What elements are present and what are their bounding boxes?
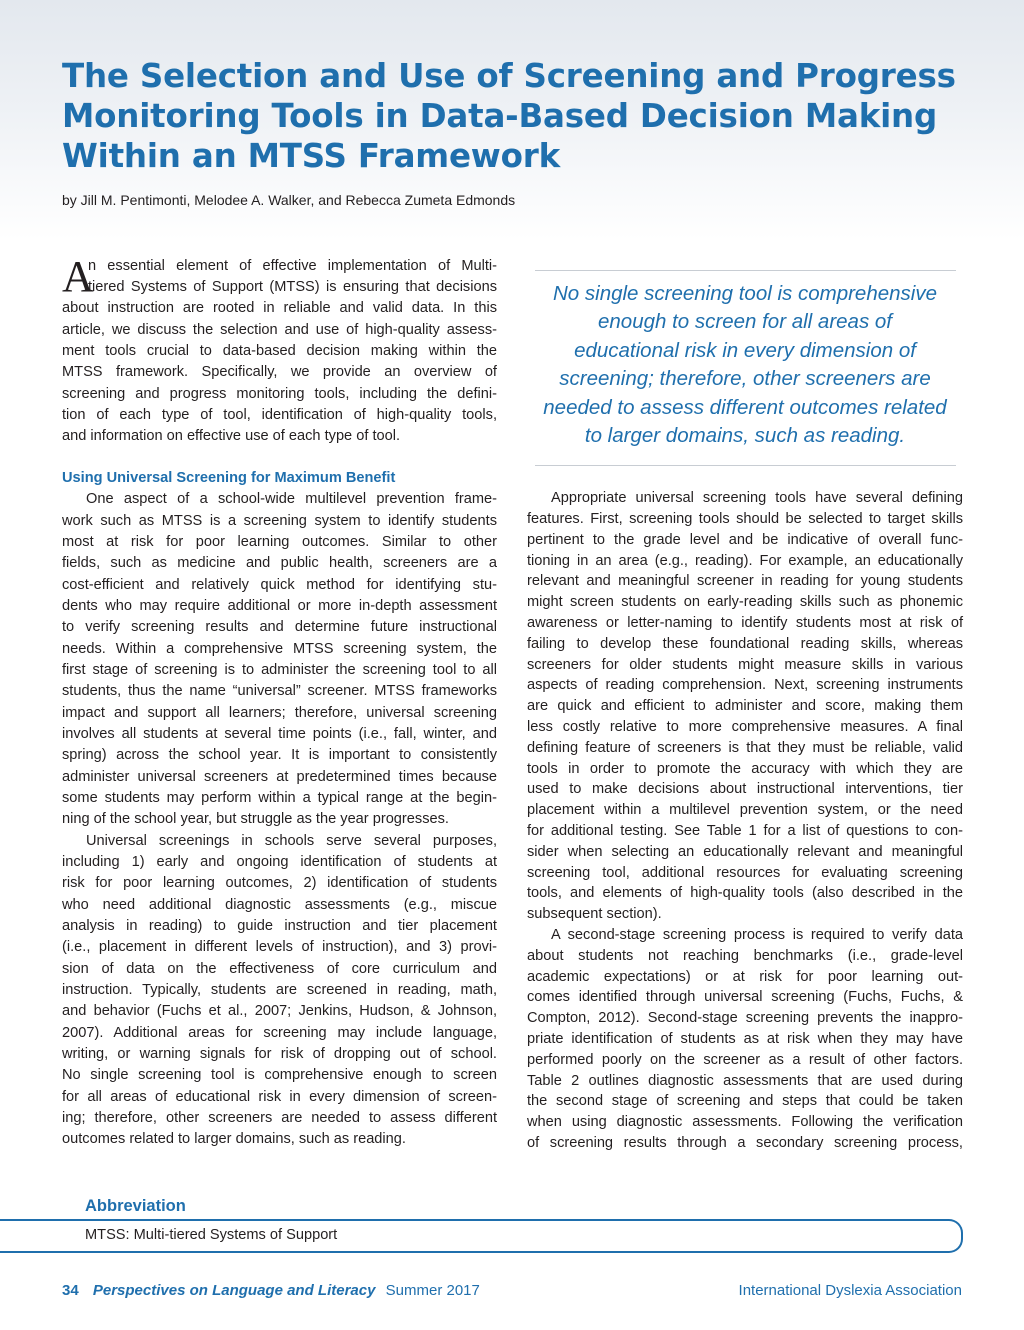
body-line: comes identified through universal screening (Fuchs, Fuchs, & <box>527 989 963 1005</box>
pull-quote-line: screening; therefore, other screeners are <box>559 367 931 391</box>
body-line: to verify screening results and determine future instructional <box>62 619 497 635</box>
body-line: the second stage of screening and steps that could be taken <box>527 1093 963 1109</box>
article-title <box>62 56 962 176</box>
body-line: relevant and meaningful screener in reading for young students <box>527 573 963 589</box>
journal-title: Perspectives on Language and Literacy <box>92 1282 376 1299</box>
body-line: used to make decisions about instructional interventions, tier <box>527 781 963 797</box>
body-line: features. First, screening tools should be selected to target skills <box>527 511 963 527</box>
intro-line: tiered Systems of Support (MTSS) is ensuring that decisions <box>88 279 497 295</box>
body-line: who need additional diagnostic assessments (e.g., miscue <box>62 897 497 913</box>
footer-left <box>62 1280 480 1302</box>
body-line: ning of the school year, but struggle as the year progresses. <box>62 811 449 827</box>
body-line: might screen students on early-reading skills such as phonemic <box>527 594 963 610</box>
body-line: analysis in reading) to guide instruction and tier placement <box>62 918 497 934</box>
intro-line: and information on effective use of each type of tool. <box>62 428 401 444</box>
body-line: performed poorly on the screener as a result of other factors. <box>527 1052 963 1068</box>
intro-line: about instruction are rooted in reliable and valid data. In this <box>62 300 497 316</box>
body-line: including 1) early and ongoing identification of students at <box>62 854 497 870</box>
pull-quote-line: No single screening tool is comprehensive <box>552 282 937 305</box>
title-line: Within an MTSS Framework <box>62 137 560 175</box>
intro-line: MTSS framework. Specifically, we provide an overview of <box>62 364 497 380</box>
body-line: students, thus the name “universal” screener. MTSS frameworks <box>62 683 497 699</box>
pull-quote-line: educational risk in every dimension of <box>574 338 916 362</box>
body-line: for additional testing. See Table 1 for a list of questions to con- <box>527 823 963 839</box>
pull-quote-top-rule <box>535 270 956 271</box>
body-line: defining feature of screeners is that they must be reliable, valid <box>527 740 963 756</box>
body-line: writing, or warning signals for risk of dropping out of school. <box>62 1046 497 1062</box>
pull-quote <box>527 280 963 450</box>
body-line: Compton, 2012). Second-stage screening prevents the inappro- <box>527 1010 963 1026</box>
abbreviation-heading: Abbreviation <box>85 1197 186 1215</box>
body-line: instruction. Typically, students are screened in reading, math, <box>62 982 497 998</box>
body-line: cost-efficient and relatively quick method for identifying stu- <box>62 577 497 593</box>
body-line: placement within a multilevel prevention system, or the need <box>527 802 963 818</box>
intro-line: tion of each type of tool, identification of high-quality tools, <box>62 407 497 423</box>
body-line: (i.e., placement in different levels of instruction), and 3) provi- <box>62 939 497 955</box>
body-line: sider when selecting an educationally relevant and meaningful <box>527 844 963 860</box>
pull-quote-line: enough to screen for all areas of <box>597 310 893 334</box>
body-line: administer universal screeners at predetermined times because <box>62 769 497 785</box>
body-line: No single screening tool is comprehensive enough to screen <box>62 1067 497 1083</box>
body-line: are quick and efficient to administer and score, making them <box>527 698 963 714</box>
body-line: 2007). Additional areas for screening may include language, <box>62 1025 497 1041</box>
intro-line: article, we discuss the selection and use of high-quality assess- <box>62 322 497 338</box>
body-line: spring) across the school year. It is important to consistently <box>62 747 497 763</box>
body-line: A second-stage screening process is required to verify data <box>551 927 963 943</box>
intro-line: screening and progress monitoring tools, including the defini- <box>62 386 497 402</box>
body-line: academic expectations) or at risk for poor learning out- <box>527 969 963 985</box>
pull-quote-line: to larger domains, such as reading. <box>584 424 906 448</box>
body-line: fields, such as medicine and public health, screeners are a <box>62 555 497 571</box>
body-line: tools in order to promote the accuracy with which they are <box>527 761 963 777</box>
drop-cap: A <box>62 252 94 301</box>
body-line: less costly relative to more comprehensive measures. A final <box>527 719 963 735</box>
body-line: risk for poor learning outcomes, 2) identification of students <box>62 875 497 891</box>
body-line: about students not reaching benchmarks (i.e., grade-level <box>527 948 963 964</box>
body-line: dents who may require additional or more in-depth assessment <box>62 598 497 614</box>
title-line: Monitoring Tools in Data-Based Decision Making <box>62 97 938 135</box>
title-line: The Selection and Use of Screening and Progress <box>62 57 956 95</box>
body-line: outcomes related to larger domains, such as reading. <box>62 1131 406 1147</box>
body-line: priate identification of students as at risk when they may have <box>527 1031 963 1047</box>
body-line: sion of data on the effectiveness of core curriculum and <box>62 961 497 977</box>
byline: by Jill M. Pentimonti, Melodee A. Walker, and Rebecca Zumeta Edmonds <box>62 192 516 208</box>
abbreviation-text: MTSS: Multi-tiered Systems of Support <box>85 1227 338 1243</box>
body-line: Universal screenings in schools serve several purposes, <box>86 833 497 849</box>
body-line: work such as MTSS is a screening system to identify students <box>62 513 497 529</box>
intro-line: n essential element of effective implementation of Multi- <box>88 258 497 274</box>
body-line: Appropriate universal screening tools have several defining <box>551 490 963 506</box>
body-line: One aspect of a school-wide multilevel prevention frame- <box>86 491 497 507</box>
body-line: failing to develop these foundational reading skills, whereas <box>527 636 963 652</box>
section-heading: Using Universal Screening for Maximum Benefit <box>62 470 396 486</box>
body-line: pertinent to the grade level and be indicative of overall func- <box>527 532 963 548</box>
body-line: needs. Within a comprehensive MTSS screening system, the <box>62 641 497 657</box>
body-line: tioning in an area (e.g., reading). For example, an educationally <box>527 553 963 569</box>
body-line: most at risk for poor learning outcomes. Similar to other <box>62 534 497 550</box>
body-line: of screening results through a secondary screening process, <box>527 1135 963 1151</box>
body-line: screening tool, additional resources for evaluating screening <box>527 865 963 881</box>
body-line: and behavior (Fuchs et al., 2007; Jenkins, Hudson, & Johnson, <box>62 1003 497 1019</box>
pull-quote-line: needed to assess different outcomes related <box>543 395 947 419</box>
body-line: when using diagnostic assessments. Following the verification <box>527 1114 963 1130</box>
body-line: Table 2 outlines diagnostic assessments that are used during <box>527 1073 963 1089</box>
body-line: aspects of reading comprehension. Next, screening instruments <box>527 677 963 693</box>
body-line: ing; therefore, other screeners are needed to assess different <box>62 1110 497 1126</box>
intro-line: ment tools crucial to data-based decision making within the <box>62 343 497 359</box>
publisher-name: International Dyslexia Association <box>738 1282 962 1299</box>
body-line: tools, and elements of high-quality tools (also described in the <box>527 885 963 901</box>
pull-quote-bottom-rule <box>535 465 956 466</box>
body-line: impact and support all learners; therefore, universal screening <box>62 705 497 721</box>
body-line: first stage of screening is to administer the screening tool to all <box>62 662 497 678</box>
body-line: screeners for older students might measure skills in various <box>527 657 963 673</box>
body-line: awareness or letter-naming to identify students most at risk of <box>527 615 963 631</box>
body-line: subsequent section). <box>527 906 662 922</box>
body-line: involves all students at several time points (i.e., fall, winter, and <box>62 726 497 742</box>
page-number: 34 <box>62 1282 79 1299</box>
issue-label: Summer 2017 <box>385 1282 480 1299</box>
body-line: for all areas of educational risk in every dimension of screen- <box>62 1089 497 1105</box>
body-line: some students may perform within a typical range at the begin- <box>62 790 497 806</box>
